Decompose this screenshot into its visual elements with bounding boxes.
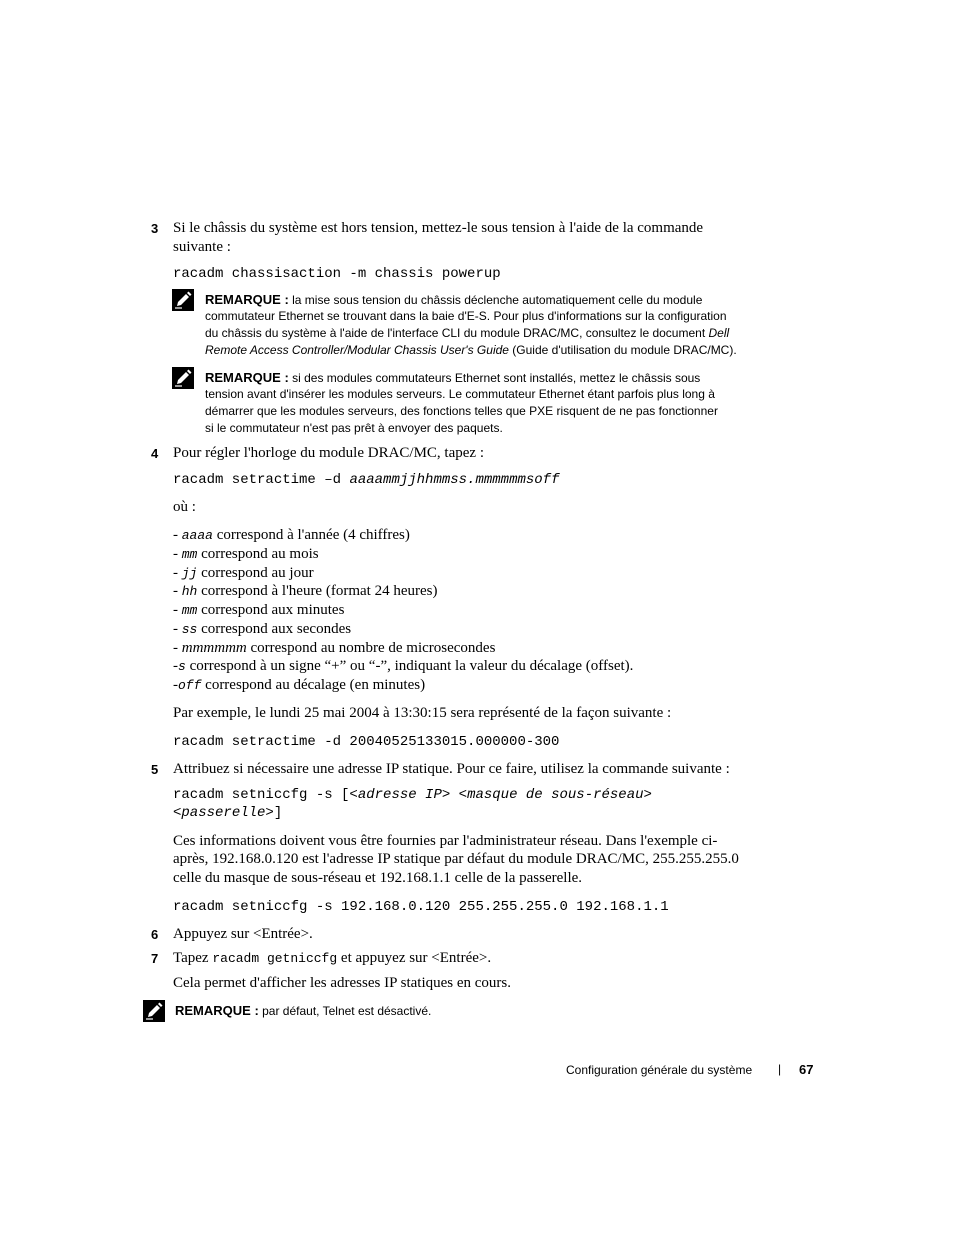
definition-dash: - (173, 640, 182, 656)
code-text: racadm setractime –d (173, 472, 350, 488)
code-variable: adresse IP (357, 787, 442, 803)
definition-text: correspond au mois (197, 546, 319, 562)
step-number: 6 (151, 927, 159, 942)
step-text: Attribuez si nécessaire une adresse IP statique. Pour ce faire, utilisez la commande suivante : (173, 761, 730, 777)
definition-item (173, 582, 437, 601)
body-text: Par exemple, le lundi 25 mai 2004 à 13:30:15 sera représenté de la façon suivante : (173, 705, 672, 721)
note-text: par défaut, Telnet est désactivé. (262, 1004, 432, 1018)
code-line (173, 804, 282, 822)
document-title: Remote Access Controller/Modular Chassis User's Guide (205, 343, 509, 357)
document-title: Dell (708, 326, 730, 340)
note-line: démarrer que les modules serveurs, des fonctions telles que PXE risquent de ne pas fonctionner (205, 404, 718, 418)
note-line (205, 369, 700, 387)
definition-dash: - (173, 527, 182, 543)
definition-variable: hh (181, 584, 198, 599)
definition-text: correspond aux secondes (197, 621, 352, 637)
definition-text: correspond à l'année (4 chiffres) (212, 527, 410, 543)
definition-item (173, 676, 425, 695)
note-line (205, 342, 737, 359)
step-number: 7 (151, 951, 159, 966)
page-number: 67 (799, 1062, 814, 1077)
step-text: Tapez (173, 950, 213, 966)
definition-variable: jj (181, 566, 198, 581)
note-text: du châssis du système à l'aide de l'interface CLI du module DRAC/MC, consultez le document (205, 326, 709, 340)
footer-separator: | (778, 1062, 782, 1076)
definition-item (173, 601, 344, 620)
note-line (205, 325, 729, 342)
note-text: (Guide d'utilisation du module DRAC/MC). (508, 343, 737, 357)
step-number: 5 (151, 762, 159, 777)
note-line (175, 1002, 431, 1020)
code-text: > (643, 787, 652, 803)
code-line: racadm chassisaction -m chassis powerup (173, 266, 501, 282)
definition-item (173, 639, 495, 658)
note-label: REMARQUE : (205, 292, 289, 307)
definition-variable: aaaa (181, 528, 213, 543)
code-text: < (173, 805, 182, 821)
step-text: suivante : (173, 239, 231, 255)
definition-dash: - (173, 677, 178, 693)
definition-text: correspond au nombre de microsecondes (246, 640, 496, 656)
definition-variable: mmmmmm (181, 640, 247, 656)
definition-text: correspond à l'heure (format 24 heures) (197, 583, 438, 599)
note-text: si des modules commutateurs Ethernet sont installés, mettez le châssis sous (292, 371, 701, 385)
note-text: la mise sous tension du châssis déclenche automatiquement celle du module (292, 293, 703, 307)
definition-variable: ss (181, 622, 198, 637)
definition-variable: off (178, 678, 202, 693)
inline-code: racadm getniccfg (212, 951, 338, 966)
code-text: racadm setniccfg -s [< (173, 787, 358, 803)
code-text: >] (265, 805, 283, 821)
body-text: où : (173, 499, 196, 515)
note-line: commutateur Ethernet se trouvant dans la baie d'E-S. Pour plus d'informations sur la configuration (205, 309, 727, 323)
step-text: et appuyez sur <Entrée>. (337, 950, 492, 966)
definition-variable: mm (181, 603, 198, 618)
code-variable: aaaammjjhhmmss.mmmmmmsoff (349, 472, 560, 488)
step-number: 4 (151, 446, 159, 461)
definition-text: correspond à un signe “+” ou “-”, indiquant la valeur du décalage (offset). (185, 658, 634, 674)
code-text: > < (441, 787, 468, 803)
code-line (173, 786, 652, 804)
code-line: racadm setractime -d 20040525133015.000000-300 (173, 734, 560, 750)
definition-item (173, 620, 351, 639)
definition-item (173, 545, 319, 564)
code-variable: masque de sous-réseau (467, 787, 644, 803)
definition-text: correspond aux minutes (197, 602, 345, 618)
definition-text: correspond au décalage (en minutes) (201, 677, 426, 693)
pencil-note-icon (172, 367, 194, 389)
step-text (173, 949, 491, 968)
body-text: après, 192.168.0.120 est l'adresse IP statique par défaut du module DRAC/MC, 255.255.255.0 (173, 851, 739, 867)
step-text: Pour régler l'horloge du module DRAC/MC, tapez : (173, 445, 484, 461)
definition-dash: - (173, 546, 182, 562)
body-text: Ces informations doivent vous être fournies par l'administrateur réseau. Dans l'exemple ci- (173, 833, 718, 849)
pencil-note-icon (172, 289, 194, 311)
definition-item (173, 526, 410, 545)
definition-dash: - (173, 583, 182, 599)
definition-variable: s (178, 659, 186, 674)
pencil-note-icon (143, 1000, 165, 1022)
step-text: Appuyez sur <Entrée>. (173, 926, 313, 942)
body-text: celle du masque de sous-réseau et 192.168.1.1 celle de la passerelle. (173, 870, 583, 886)
definition-dash: - (173, 658, 178, 674)
code-variable: passerelle (181, 805, 266, 821)
definition-dash: - (173, 621, 182, 637)
code-line (173, 471, 559, 489)
definition-item (173, 564, 314, 583)
definition-dash: - (173, 565, 182, 581)
step-text: Si le châssis du système est hors tension, mettez-le sous tension à l'aide de la commande (173, 220, 704, 236)
footer-section-title: Configuration générale du système (566, 1063, 753, 1077)
note-label: REMARQUE : (205, 370, 289, 385)
definition-dash: - (173, 602, 182, 618)
step-number: 3 (151, 221, 159, 236)
note-label: REMARQUE : (175, 1003, 259, 1018)
note-line: tension avant d'insérer les modules serveurs. Le commutateur Ethernet étant parfois plus long à (205, 387, 715, 401)
code-line: racadm setniccfg -s 192.168.0.120 255.255.255.0 192.168.1.1 (173, 899, 669, 915)
note-line (205, 291, 702, 309)
body-text: Cela permet d'afficher les adresses IP statiques en cours. (173, 975, 512, 991)
definition-variable: mm (181, 547, 198, 562)
definition-text: correspond au jour (197, 565, 314, 581)
definition-item (173, 657, 633, 676)
note-line: si le commutateur n'est pas prêt à envoyer des paquets. (205, 421, 503, 435)
